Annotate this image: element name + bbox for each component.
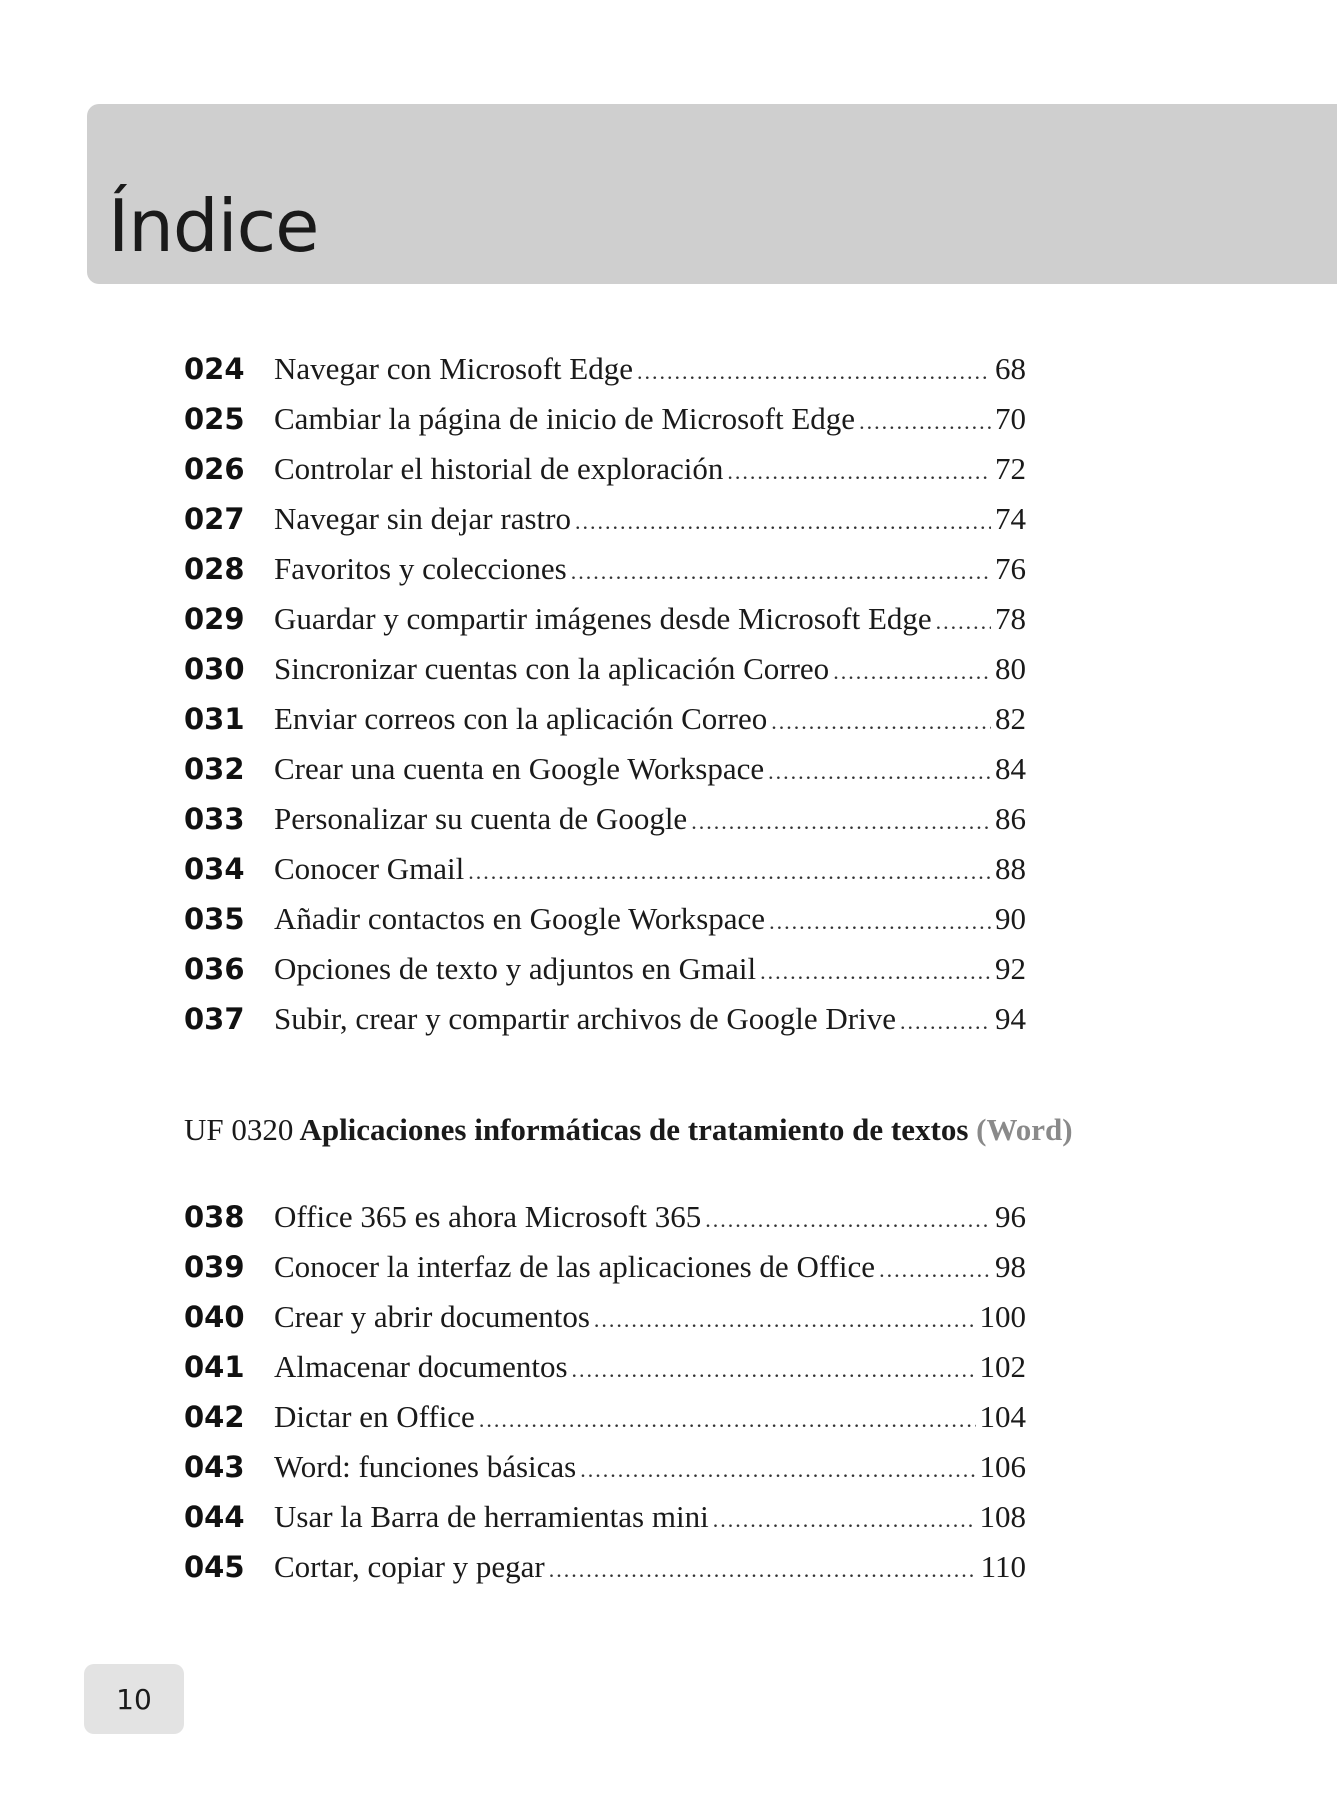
toc-entry-number: 036 — [184, 952, 245, 986]
toc-leader-dots — [571, 547, 991, 597]
toc-entry — [184, 844, 1026, 894]
toc-entry — [184, 794, 1026, 844]
toc-entry-page: 82 — [995, 701, 1026, 736]
toc-leader-dots — [760, 947, 991, 997]
toc-leader-dots — [768, 747, 991, 797]
toc-entry-page: 100 — [979, 1299, 1026, 1334]
toc-entry — [184, 694, 1026, 744]
toc-entry-page: 84 — [995, 751, 1026, 786]
toc-entry-page: 90 — [995, 901, 1026, 936]
toc-entry-page: 74 — [995, 501, 1026, 536]
toc-entry-title: Dictar en Office — [274, 1399, 475, 1434]
toc-entry — [184, 594, 1026, 644]
toc-entry-page: 86 — [995, 801, 1026, 836]
toc-entry — [184, 1242, 1026, 1292]
toc-list-part2 — [184, 1192, 1026, 1592]
toc-entry-number: 043 — [184, 1450, 245, 1484]
section-app: (Word) — [976, 1112, 1073, 1147]
toc-entry-title: Conocer Gmail — [274, 851, 465, 886]
toc-leader-dots — [859, 397, 991, 447]
toc-entry-title: Personalizar su cuenta de Google — [274, 801, 688, 836]
toc-entry-number: 033 — [184, 802, 245, 836]
toc-leader-dots — [727, 447, 991, 497]
toc-entry — [184, 544, 1026, 594]
toc-entry-number: 041 — [184, 1350, 245, 1384]
toc-entry-number: 040 — [184, 1300, 245, 1334]
toc-entry-number: 026 — [184, 452, 245, 486]
toc-entry-page: 104 — [979, 1399, 1026, 1434]
toc-entry-number: 042 — [184, 1400, 245, 1434]
toc-entry-title: Enviar correos con la aplicación Correo — [274, 701, 768, 736]
toc-entry-title: Controlar el historial de exploración — [274, 451, 724, 486]
toc-entry-title: Usar la Barra de herramientas mini — [274, 1499, 709, 1534]
toc-entry-title: Cortar, copiar y pegar — [274, 1549, 545, 1584]
toc-entry — [184, 494, 1026, 544]
toc-leader-dots — [575, 497, 991, 547]
toc-entry-number: 031 — [184, 702, 245, 736]
toc-entry-page: 76 — [995, 551, 1026, 586]
toc-entry — [184, 894, 1026, 944]
toc-entry-number: 038 — [184, 1200, 245, 1234]
toc-entry — [184, 644, 1026, 694]
toc-entry-page: 72 — [995, 451, 1026, 486]
toc-entry — [184, 1392, 1026, 1442]
section-name: Aplicaciones informáticas de tratamiento de textos — [299, 1112, 969, 1147]
toc-entry-number: 030 — [184, 652, 245, 686]
toc-entry — [184, 1542, 1026, 1592]
toc-entry-title: Crear una cuenta en Google Workspace — [274, 751, 765, 786]
toc-entry-number: 025 — [184, 402, 245, 436]
toc-entry-page: 88 — [995, 851, 1026, 886]
toc-leader-dots — [833, 647, 991, 697]
toc-leader-dots — [771, 697, 991, 747]
toc-leader-dots — [637, 347, 991, 397]
toc-leader-dots — [580, 1445, 975, 1495]
toc-entry-title: Navegar con Microsoft Edge — [274, 351, 633, 386]
section-heading — [184, 1112, 1073, 1148]
toc-entry-page: 106 — [979, 1449, 1026, 1484]
toc-leader-dots — [936, 597, 991, 647]
toc-entry-title: Office 365 es ahora Microsoft 365 — [274, 1199, 702, 1234]
toc-entry-number: 024 — [184, 352, 245, 386]
toc-entry-page: 68 — [995, 351, 1026, 386]
toc-leader-dots — [572, 1345, 976, 1395]
page-title: Índice — [108, 184, 319, 268]
toc-leader-dots — [879, 1245, 991, 1295]
toc-leader-dots — [705, 1195, 991, 1245]
toc-leader-dots — [713, 1495, 976, 1545]
toc-entry — [184, 1492, 1026, 1542]
toc-entry — [184, 1192, 1026, 1242]
toc-entry-title: Sincronizar cuentas con la aplicación Correo — [274, 651, 830, 686]
toc-entry-number: 032 — [184, 752, 245, 786]
toc-entry — [184, 1442, 1026, 1492]
toc-entry-title: Cambiar la página de inicio de Microsoft Edge — [274, 401, 856, 436]
toc-entry — [184, 1342, 1026, 1392]
toc-entry — [184, 744, 1026, 794]
toc-entry-title: Añadir contactos en Google Workspace — [274, 901, 766, 936]
toc-leader-dots — [769, 897, 991, 947]
toc-entry-number: 029 — [184, 602, 245, 636]
section-code: UF 0320 — [184, 1112, 294, 1147]
toc-entry — [184, 444, 1026, 494]
toc-entry-title: Crear y abrir documentos — [274, 1299, 590, 1334]
toc-entry-page: 102 — [979, 1349, 1026, 1384]
toc-entry-page: 70 — [995, 401, 1026, 436]
toc-entry-page: 110 — [980, 1549, 1026, 1584]
toc-list-part1 — [184, 344, 1026, 1044]
page-number: 10 — [84, 1664, 184, 1734]
toc-entry-number: 045 — [184, 1550, 245, 1584]
toc-leader-dots — [468, 847, 991, 897]
toc-leader-dots — [900, 997, 991, 1047]
toc-entry — [184, 994, 1026, 1044]
toc-leader-dots — [549, 1545, 977, 1595]
toc-entry-title: Favoritos y colecciones — [274, 551, 567, 586]
toc-entry-title: Conocer la interfaz de las aplicaciones de Office — [274, 1249, 876, 1284]
toc-entry-title: Navegar sin dejar rastro — [274, 501, 571, 536]
toc-leader-dots — [691, 797, 991, 847]
toc-entry-page: 96 — [995, 1199, 1026, 1234]
toc-entry-number: 035 — [184, 902, 245, 936]
toc-entry-page: 80 — [995, 651, 1026, 686]
toc-entry — [184, 1292, 1026, 1342]
toc-entry-number: 044 — [184, 1500, 245, 1534]
toc-entry — [184, 944, 1026, 994]
toc-entry-title: Almacenar documentos — [274, 1349, 568, 1384]
toc-entry-number: 027 — [184, 502, 245, 536]
toc-entry-number: 028 — [184, 552, 245, 586]
toc-entry-page: 94 — [995, 1001, 1026, 1036]
toc-entry — [184, 344, 1026, 394]
toc-entry-title: Guardar y compartir imágenes desde Microsoft Edge — [274, 601, 932, 636]
toc-entry-number: 039 — [184, 1250, 245, 1284]
toc-entry-page: 78 — [995, 601, 1026, 636]
toc-entry-page: 98 — [995, 1249, 1026, 1284]
toc-entry-title: Subir, crear y compartir archivos de Google Drive — [274, 1001, 896, 1036]
toc-entry-title: Word: funciones básicas — [274, 1449, 577, 1484]
toc-entry-number: 037 — [184, 1002, 245, 1036]
toc-entry-title: Opciones de texto y adjuntos en Gmail — [274, 951, 757, 986]
toc-entry-page: 92 — [995, 951, 1026, 986]
toc-entry — [184, 394, 1026, 444]
toc-entry-number: 034 — [184, 852, 245, 886]
toc-leader-dots — [594, 1295, 976, 1345]
toc-entry-page: 108 — [979, 1499, 1026, 1534]
toc-leader-dots — [479, 1395, 976, 1445]
